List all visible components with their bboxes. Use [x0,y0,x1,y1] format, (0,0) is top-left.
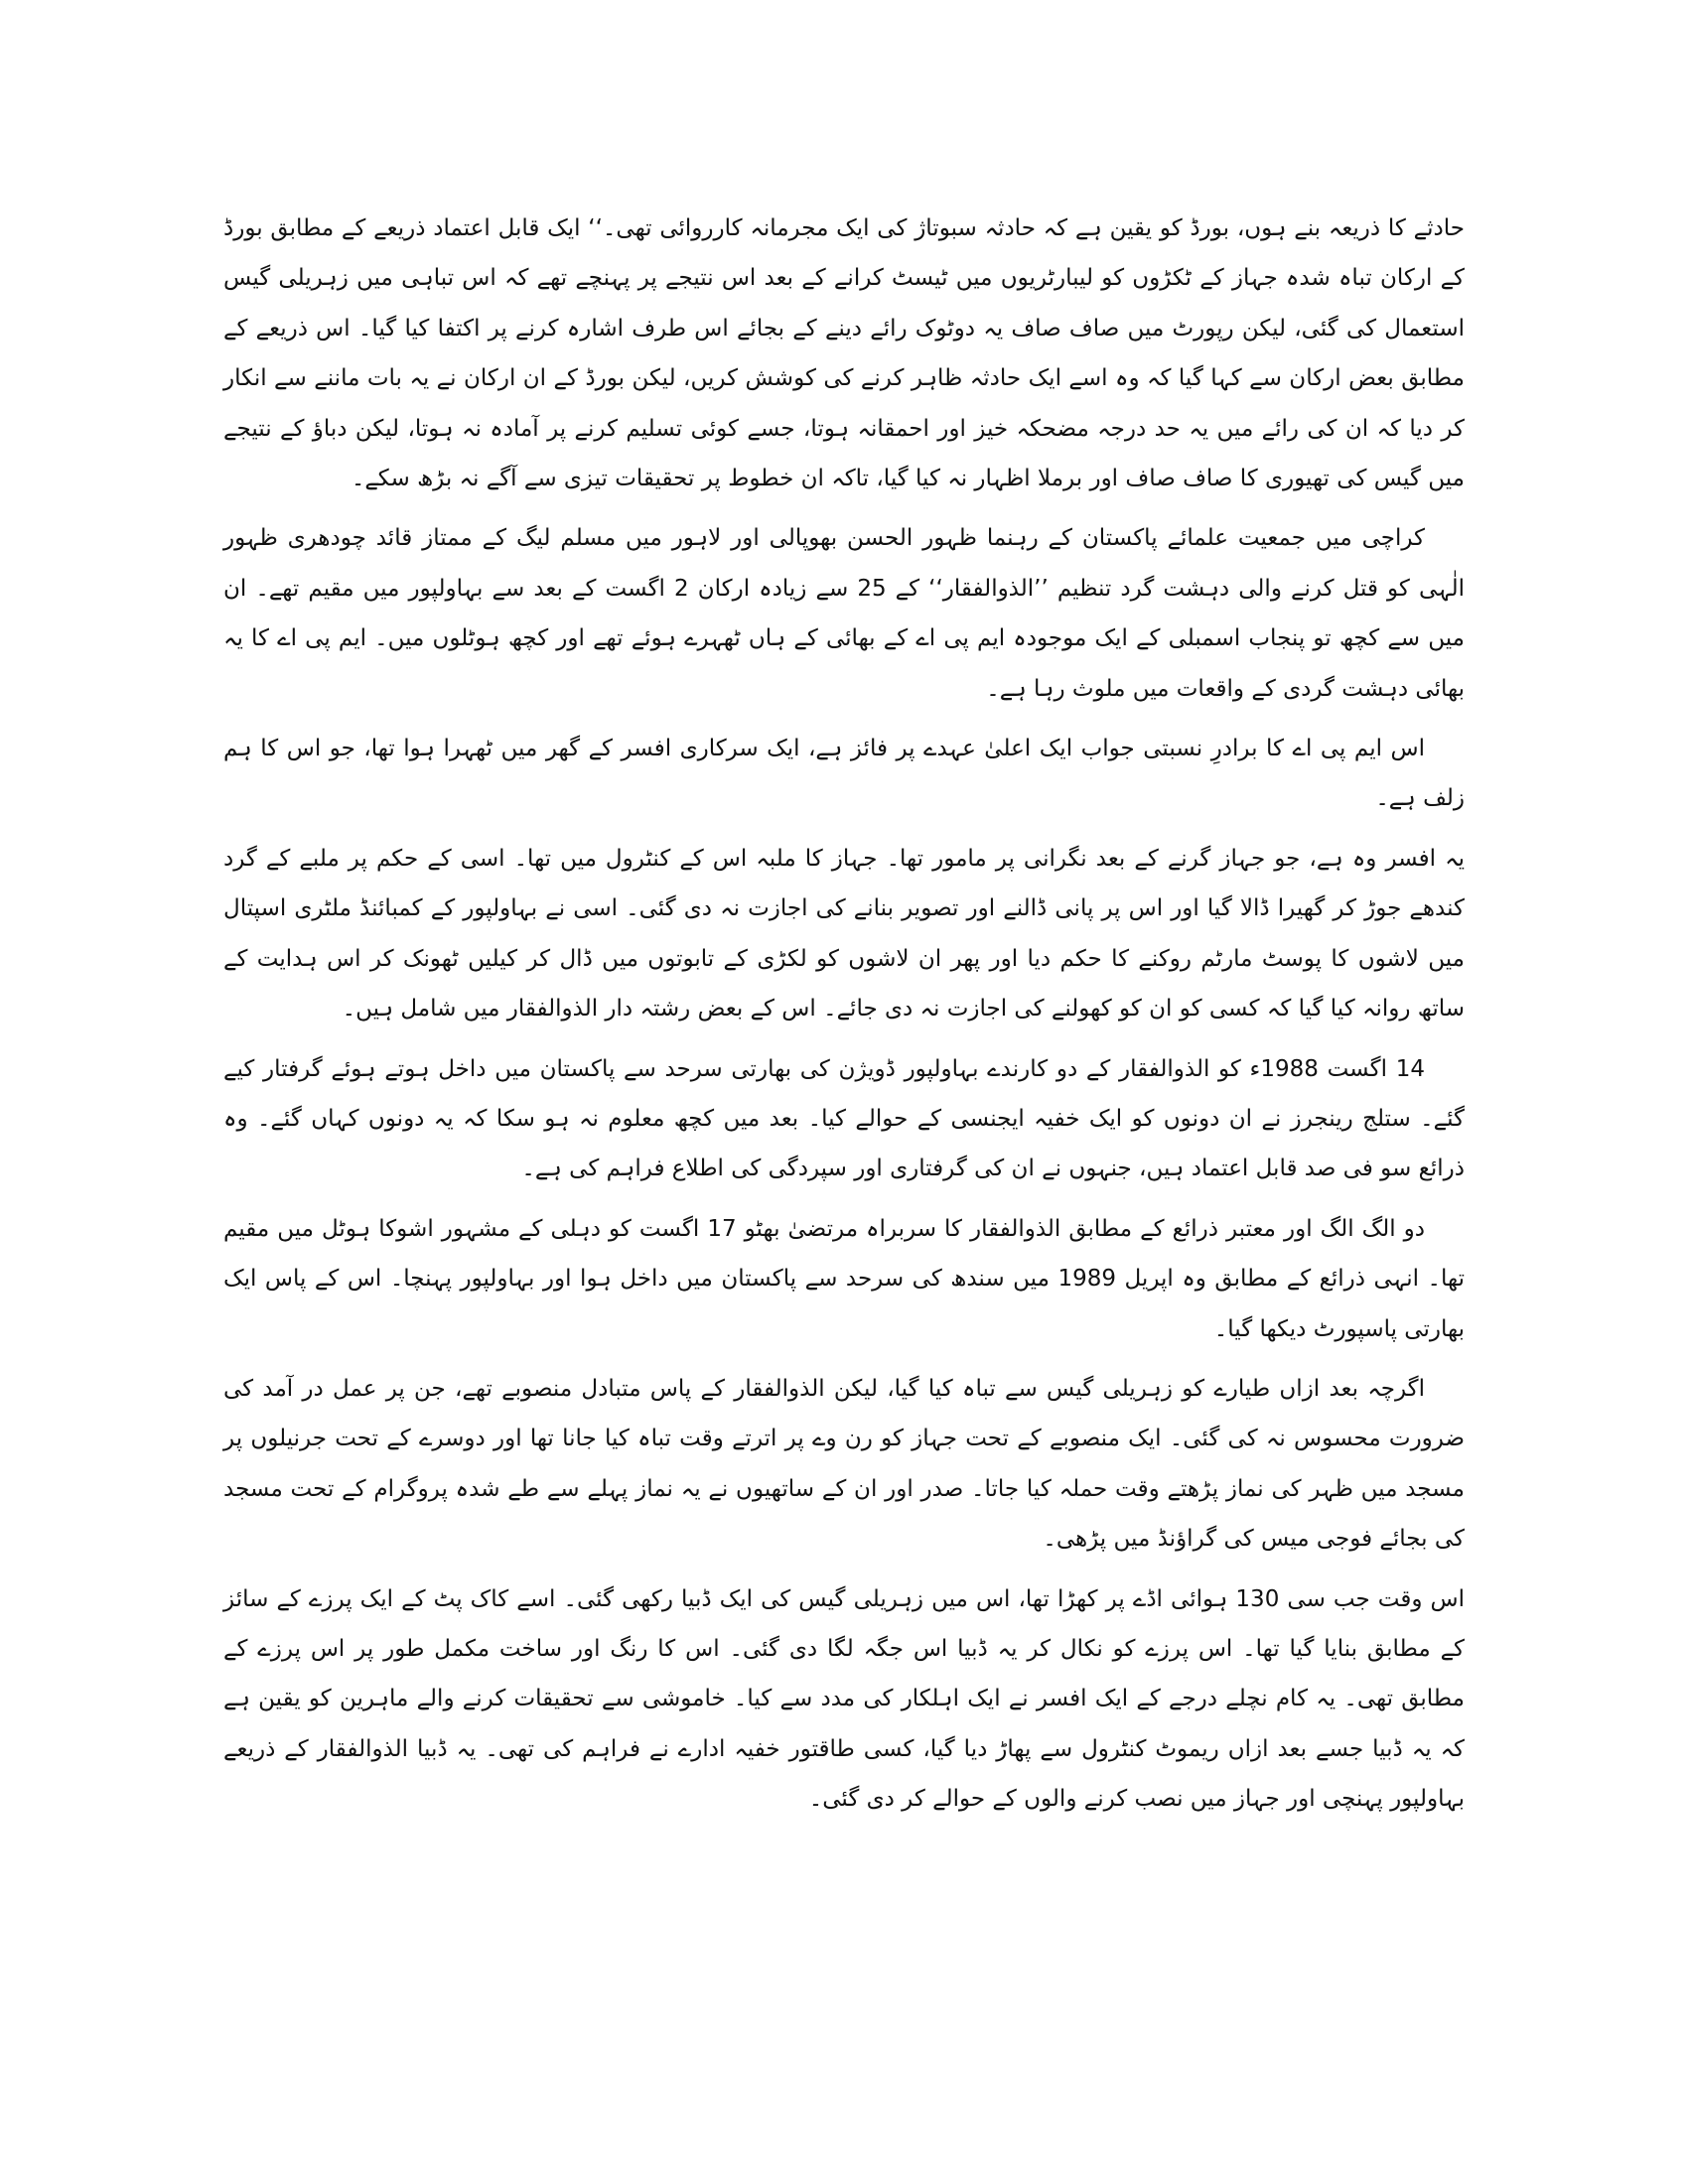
paragraph-7: اگرچہ بعد ازاں طیارے کو زہریلی گیس سے تباہ کیا گیا، لیکن الذوالفقار کے پاس متبادل منصوبے تھے، جن پر عمل در آمد کی ضرورت محسوس نہ کی گئی۔ ایک منصوبے کے تحت جہاز کو رن وے پر اترتے وقت تباہ کیا جانا تھا اور دوسرے کے تحت جرنیلوں پر مسجد میں ظہر کی نماز پڑھتے وقت حملہ کیا جاتا۔ صدر اور ان کے ساتھیوں نے یہ نماز پہلے سے طے شدہ پروگرام کے تحت مسجد کی بجائے فوجی میس کی گراؤنڈ میں پڑھی۔ [223,1375,1465,1553]
paragraph-3: اس ایم پی اے کا برادرِ نسبتی جواب ایک اعلیٰ عہدے پر فائز ہے، ایک سرکاری افسر کے گھر میں ٹھہرا ہوا تھا، جو اس کا ہم زلف ہے۔ [223,736,1465,812]
paragraph-8: اس وقت جب سی 130 ہوائی اڈے پر کھڑا تھا، اس میں زہریلی گیس کی ایک ڈبیا رکھی گئی۔ اسے کاک پٹ کے ایک پرزے کے سائز کے مطابق بنایا گیا تھا۔ اس پرزے کو نکال کر یہ ڈبیا اس جگہ لگا دی گئی۔ اس کا رنگ اور ساخت مکمل طور پر اس پرزے کے مطابق تھی۔ یہ کام نچلے درجے کے ایک افسر نے ایک اہلکار کی مدد سے کیا۔ خاموشی سے تحقیقات کرنے والے ماہرین کو یقین ہے کہ یہ ڈبیا جسے بعد ازاں ریموٹ کنٹرول سے پھاڑ دیا گیا، کسی طاقتور خفیہ ادارے نے فراہم کی تھی۔ یہ ڈبیا الذوالفقار کے ذریعے بہاولپور پہنچی اور جہاز میں نصب کرنے والوں کے حوالے کر دی گئی۔ [223,1585,1465,1813]
paragraph-1: حادثے کا ذریعہ بنے ہوں، بورڈ کو یقین ہے کہ حادثہ سبوتاژ کی ایک مجرمانہ کارروائی تھی۔‘‘ ایک قابل اعتماد ذریعے کے مطابق بورڈ کے ارکان تباہ شدہ جہاز کے ٹکڑوں کو لیبارٹریوں میں ٹیسٹ کرانے کے بعد اس نتیجے پر پہنچے تھے کہ اس تباہی میں زہریلی گیس استعمال کی گئی، لیکن رپورٹ میں صاف صاف یہ دوٹوک رائے دینے کے بجائے اس طرف اشارہ کرنے پر اکتفا کیا گیا۔ اس ذریعے کے مطابق بعض ارکان سے کہا گیا کہ وہ اسے ایک حادثہ ظاہر کرنے کی کوشش کریں، لیکن بورڈ کے ان ارکان نے یہ بات ماننے سے انکار کر دیا کہ ان کی رائے میں یہ حد درجہ مضحکہ خیز اور احمقانہ ہوتا، جسے کوئی تسلیم کرنے پر آمادہ نہ ہوتا، لیکن دباؤ کے نتیجے میں گیس کی تھیوری کا صاف صاف اور برملا اظہار نہ کیا گیا، تاکہ ان خطوط پر تحقیقات تیزی سے آگے نہ بڑھ سکے۔ [223,215,1465,492]
paragraph-5: 14 اگست 1988ء کو الذوالفقار کے دو کارندے بہاولپور ڈویژن کی بھارتی سرحد سے پاکستان میں داخل ہوتے ہوئے گرفتار کیے گئے۔ ستلج رینجرز نے ان دونوں کو ایک خفیہ ایجنسی کے حوالے کیا۔ بعد میں کچھ معلوم نہ ہو سکا کہ یہ دونوں کہاں گئے۔ وہ ذرائع سو فی صد قابل اعتماد ہیں، جنہوں نے ان کی گرفتاری اور سپردگی کی اطلاع فراہم کی ہے۔ [223,1055,1465,1182]
document-page [223,204,1465,1835]
paragraph-2: کراچی میں جمعیت علمائے پاکستان کے رہنما ظہور الحسن بھوپالی اور لاہور میں مسلم لیگ کے ممتاز قائد چودھری ظہور الٰہی کو قتل کرنے والی دہشت گرد تنظیم ’’الذوالفقار‘‘ کے 25 سے زیادہ ارکان 2 اگست کے بعد سے بہاولپور میں مقیم تھے۔ ان میں سے کچھ تو پنجاب اسمبلی کے ایک موجودہ ایم پی اے کے بھائی کے ہاں ٹھہرے ہوئے تھے اور کچھ ہوٹلوں میں۔ ایم پی اے کا یہ بھائی دہشت گردی کے واقعات میں ملوث رہا ہے۔ [223,525,1465,702]
paragraph-4: یہ افسر وہ ہے، جو جہاز گرنے کے بعد نگرانی پر مامور تھا۔ جہاز کا ملبہ اس کے کنٹرول میں تھا۔ اسی کے حکم پر ملبے کے گرد کندھے جوڑ کر گھیرا ڈالا گیا اور اس پر پانی ڈالنے اور تصویر بنانے کی اجازت نہ دی گئی۔ اسی نے بہاولپور کے کمبائنڈ ملٹری اسپتال میں لاشوں کا پوسٹ مارٹم روکنے کا حکم دیا اور پھر ان لاشوں کو لکڑی کے تابوتوں میں ڈال کر کیلیں ٹھونک کر اس ہدایت کے ساتھ روانہ کیا گیا کہ کسی کو ان کو کھولنے کی اجازت نہ دی جائے۔ اس کے بعض رشتہ دار الذوالفقار میں شامل ہیں۔ [223,845,1465,1023]
paragraph-6: دو الگ الگ اور معتبر ذرائع کے مطابق الذوالفقار کا سربراہ مرتضیٰ بھٹو 17 اگست کو دہلی کے مشہور اشوکا ہوٹل میں مقیم تھا۔ انہی ذرائع کے مطابق وہ اپریل 1989 میں سندھ کی سرحد سے پاکستان میں داخل ہوا اور بہاولپور پہنچا۔ اس کے پاس ایک بھارتی پاسپورٹ دیکھا گیا۔ [223,1215,1465,1342]
